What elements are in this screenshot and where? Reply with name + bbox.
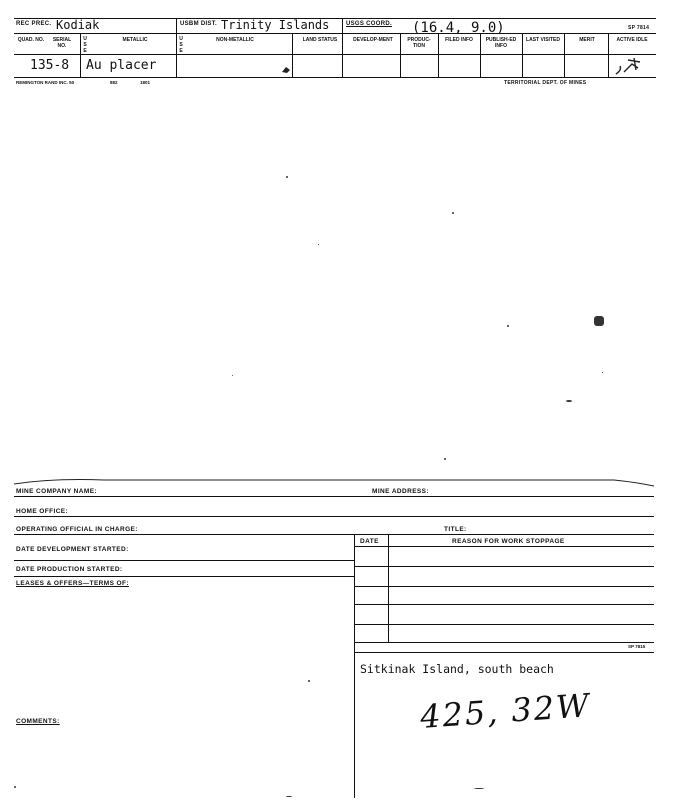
mine-address-label: MINE ADDRESS: [372,488,429,495]
rec-prec-value: Kodiak [56,18,100,32]
date-prod-started-label: DATE PRODUCTION STARTED: [16,566,123,573]
record-serial: 135-8 [30,58,70,73]
handwritten-note: 425, 32W [418,686,593,736]
home-office-label: HOME OFFICE: [16,508,69,515]
leases-label: LEASES & OFFERS—TERMS OF: [16,580,129,587]
form-code: SP 7814 [628,25,650,31]
ink-mark-icon [280,64,292,74]
title-label: TITLE: [444,526,467,533]
col-use-nonmetallic: U S E [179,36,183,54]
printer-label: REMINGTON RAND INC. 50 [16,80,75,85]
record-metallic: Au placer [86,58,157,73]
printer-num1: 882 [110,80,118,85]
date-col-header: DATE [360,538,379,545]
agency-label: TERRITORIAL DEPT. OF MINES [504,80,587,86]
operating-official-label: OPERATING OFFICIAL IN CHARGE: [16,526,138,533]
location-note: Sitkinak Island, south beach [360,662,554,676]
mine-company-name-label: MINE COMPANY NAME: [16,488,97,495]
col-production: PRODUC-TION [407,37,431,49]
col-quad-no: QUAD. NO. [17,37,45,43]
col-merit: MERIT [579,37,595,43]
usbm-dist-value: Trinity Islands [221,18,330,32]
col-active-idle: ACTIVE IDLE [616,37,648,43]
date-dev-started-label: DATE DEVELOPMENT STARTED: [16,546,129,553]
comments-label: COMMENTS: [16,718,60,725]
col-published-info: PUBLISH-ED INFO [485,37,517,49]
col-last-visited: LAST VISITED [526,37,560,43]
col-development: DEVELOP-MENT [353,37,393,43]
printer-num2: 1801 [140,80,151,85]
col-metallic: METALLIC [122,37,148,43]
scribble-icon [612,56,644,78]
top-stroke [14,472,654,490]
rec-prec-label: REC PREC. [16,21,52,27]
col-filed-info: FILED INFO [445,37,473,43]
col-non-metallic: NON-METALLIC [216,37,254,43]
col-land-status: LAND STATUS [302,37,338,43]
reason-col-header: REASON FOR WORK STOPPAGE [452,538,565,545]
usbm-dist-label: USBM DIST. [180,21,218,27]
form-code-2: SP 7815 [628,644,646,649]
col-serial-no: SERIAL NO. [52,37,72,49]
col-use-metallic: U S E [83,36,87,54]
usgs-coord-label: USGS COORD. [346,21,392,27]
usgs-coord-value: (16.4, 9.0) [412,20,505,36]
